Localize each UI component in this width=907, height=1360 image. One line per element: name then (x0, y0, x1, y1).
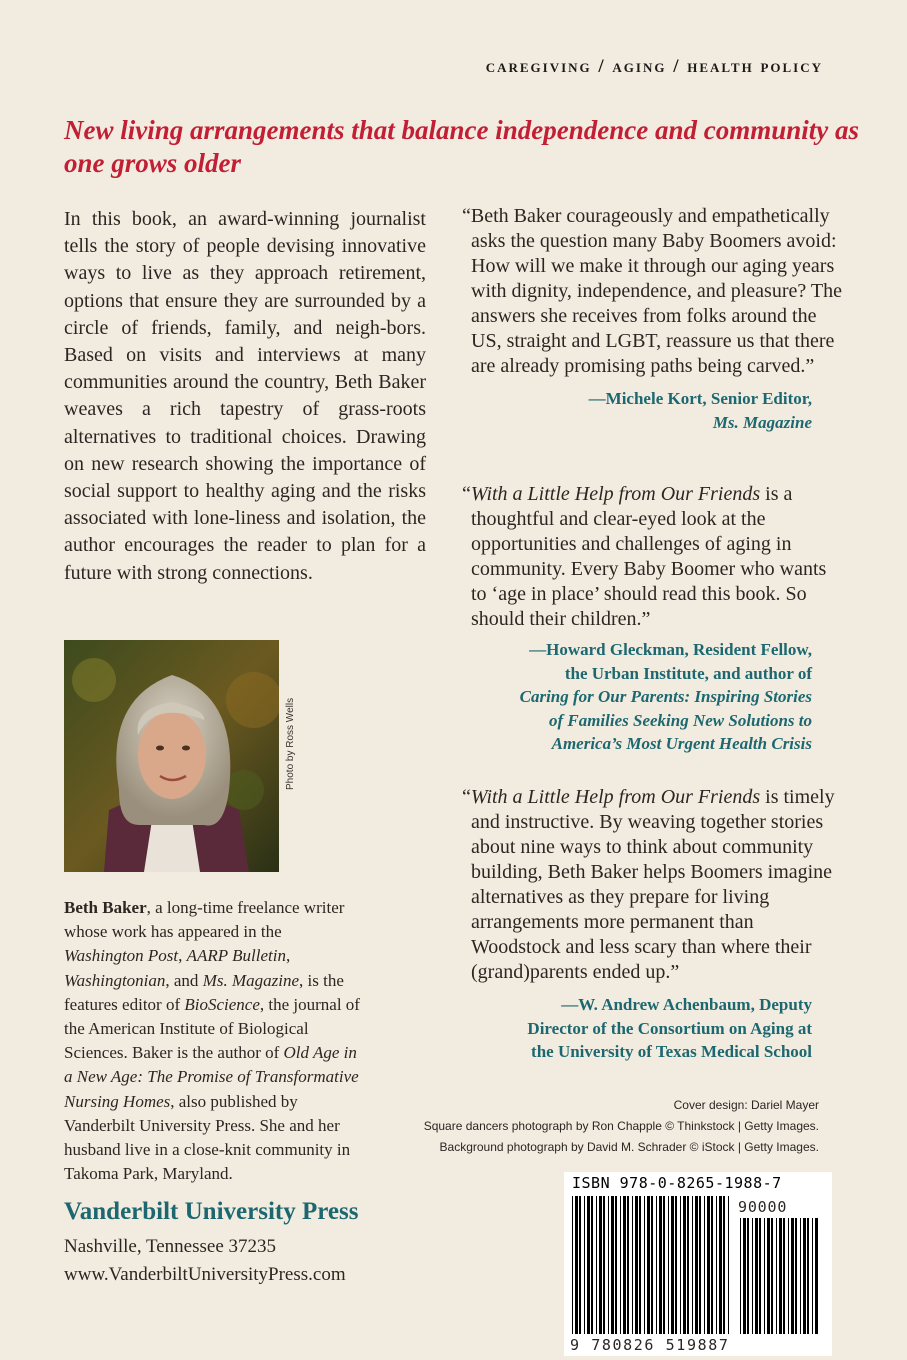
credit-line: Background photograph by David M. Schrader © iStock | Getty Images. (439, 1140, 819, 1154)
bio-text: , (178, 946, 187, 966)
blurb-body: is timely and instructive. By weaving together stories about nine ways to think about community building, Beth Baker helps Boomers imagine alternatives as they prepare for living arrangements more permanent than Woodstock and less scary than where their (grand)parents ended up.” (471, 786, 835, 983)
publisher-url: www.VanderbiltUniversityPress.com (64, 1264, 346, 1285)
category-label: caregiving / aging / health policy (485, 56, 823, 77)
book-title-ref: With a Little Help from Our Friends (470, 483, 761, 505)
barcode-digits: 9 780826 519887 (570, 1336, 730, 1354)
attribution-publication: Ms. Magazine (712, 412, 812, 432)
barcode-bars (572, 1196, 732, 1334)
blurb-attribution (462, 387, 842, 434)
attribution-book: Caring for Our Parents: Inspiring Stories of Families Seeking New Solutions to America’s Most Urgent Health Crisis (519, 687, 812, 753)
attribution-line: —W. Andrew Achenbaum, Deputy Director of the Consortium on Aging at the University of Texas Medical School (527, 995, 812, 1061)
book-description: In this book, an award-winning journalist tells the story of people devising innovative ways to live as they approach retirement, options that ensure they are surrounded by a circle of friends, family, and neigh-bors. Based on visits and interviews at many communities around the country, Beth Baker weaves a rich tapestry of grass-roots alternatives to traditional choices. Drawing on new research showing the importance of social support to healthy aging and the risks associated with lone-liness and isolation, the author encourages the reader to plan for a future with strong connections. (64, 208, 426, 584)
blurb-attribution (462, 993, 842, 1064)
blurb-gleckman (462, 482, 842, 756)
isbn-barcode (564, 1172, 832, 1356)
attribution-line: the Urban Institute, and author of (564, 663, 812, 683)
attribution-line: —Michele Kort, Senior Editor, (588, 389, 812, 408)
author-bio (64, 896, 364, 1186)
publisher-name: Vanderbilt University Press (64, 1198, 359, 1225)
addon-barcode-bars (740, 1218, 820, 1334)
blurb-achenbaum (462, 785, 842, 1064)
bio-publication: BioScience (184, 994, 260, 1014)
blurb-attribution (462, 638, 842, 756)
price-code: 90000 (738, 1198, 788, 1216)
publisher-city: Nashville, Tennessee 37235 (64, 1236, 277, 1257)
bio-text: , is the features editor of (64, 970, 344, 1014)
attribution-line: —Howard Gleckman, Resident Fellow, (529, 640, 812, 659)
blurb-body: is a thoughtful and clear-eyed look at the opportunities and challenges of aging in community. Every Baby Boomer who wants to ‘age in place’ should read this book. So should their children.” (471, 483, 827, 630)
bio-text: , (285, 946, 291, 966)
bio-publication: Washington Post (64, 946, 179, 966)
isbn-number: ISBN 978-0-8265-1988-7 (572, 1174, 782, 1192)
cover-credits (424, 1095, 819, 1158)
author-photo (64, 640, 279, 872)
bio-text: , also published by Vanderbilt University Press. She and her husband live in a close-knit community in Takoma Park, Maryland. (64, 1091, 351, 1184)
photo-credit: Photo by Ross Wells (285, 697, 296, 790)
blurb-text: “Beth Baker courageously and empathetically asks the question many Baby Boomers avoid: How will we make it through our aging years with dignity, independence, and pleasure? The answers she receives from folks around the US, straight and LGBT, reassure us that there are already promising paths being carved.” (462, 205, 842, 377)
blurb-text (462, 785, 842, 985)
bio-book-title: Old Age in a New Age: The Promise of Transformative Nursing Homes (64, 1043, 359, 1111)
headline: New living arrangements that balance independence and community as one grows older (64, 115, 860, 178)
quote-mark: “ (462, 786, 471, 808)
bio-text: , and (165, 970, 203, 990)
blurb-kort (462, 204, 842, 434)
book-title-ref: With a Little Help from Our Friends (470, 786, 761, 808)
bio-publication: Ms. Magazine (202, 970, 300, 990)
bio-publication: Washingtonian (64, 970, 166, 990)
bio-text: , a long-time freelance writer whose work has appeared in the (64, 898, 345, 942)
credit-line: Square dancers photograph by Ron Chapple © Thinkstock | Getty Images. (423, 1119, 819, 1133)
credit-line: Cover design: Dariel Mayer (673, 1098, 819, 1112)
bio-publication: AARP Bulletin (186, 946, 286, 966)
bio-text: , the journal of the American Institute of Biological Sciences. Baker is the author of (64, 994, 360, 1063)
blurb-text (462, 482, 842, 632)
author-name: Beth Baker (64, 898, 147, 917)
quote-mark: “ (462, 483, 471, 505)
